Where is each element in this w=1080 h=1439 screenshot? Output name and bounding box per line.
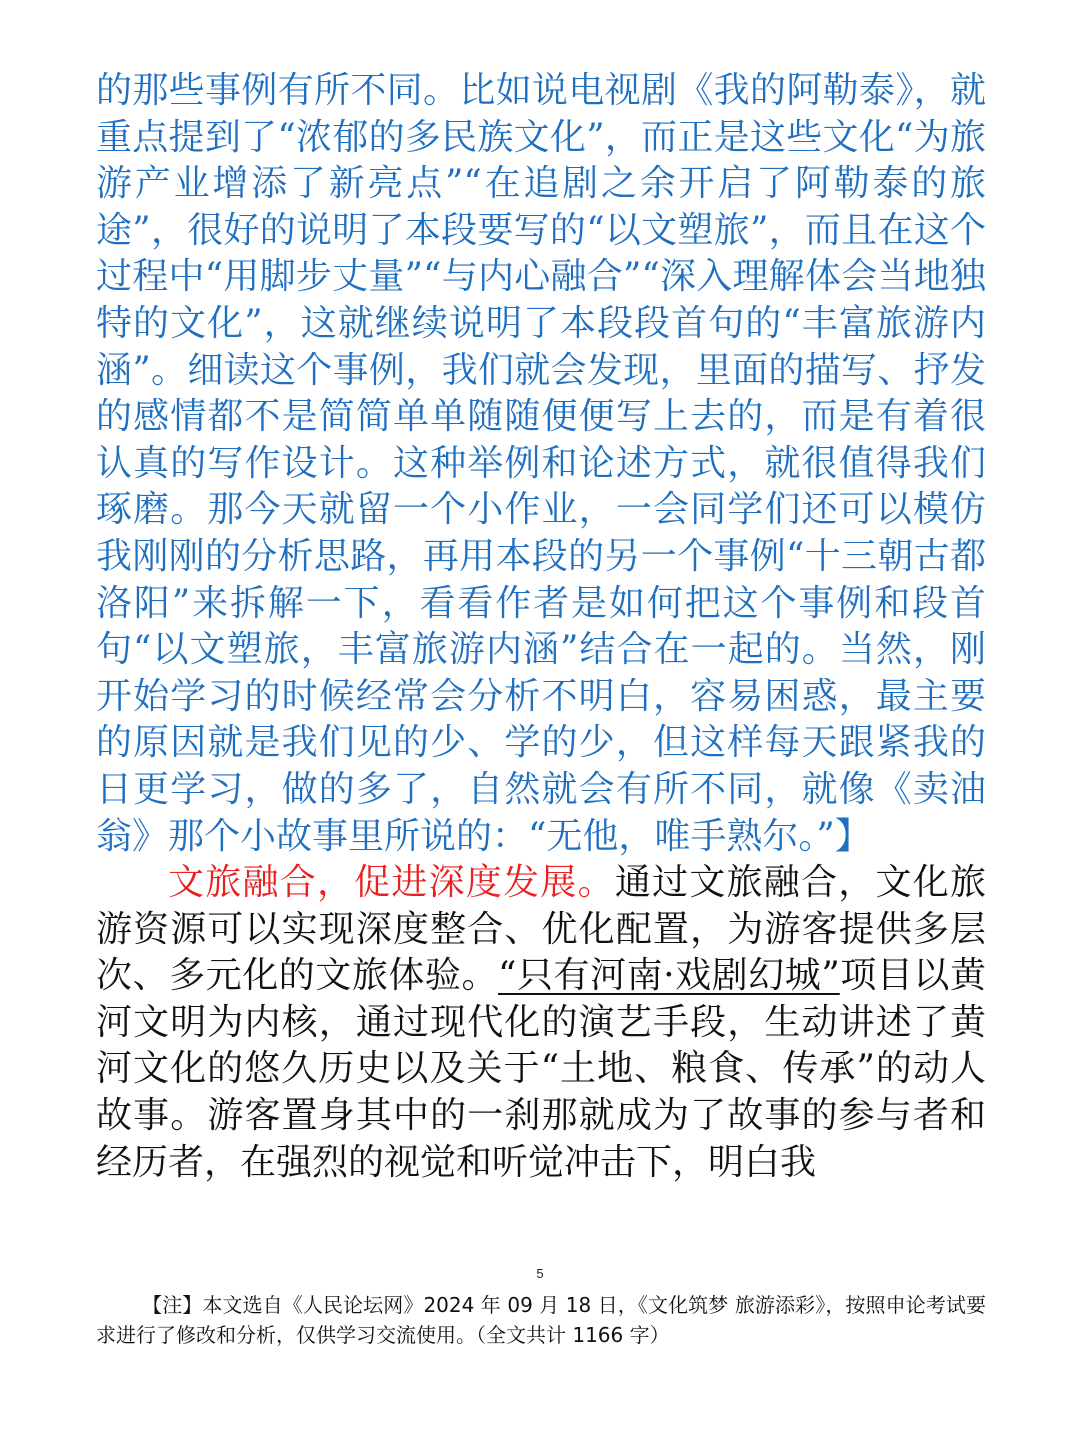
footnote bbox=[96, 1290, 986, 1350]
paragraph-heading: 文旅融合，促进深度发展。 bbox=[168, 862, 615, 904]
paragraph-text-after: 项目以黄河文明为内核，通过现代化的演艺手段，生动讲述了黄河文化的悠久历史以及关于“土地、粮食、传承”的动人故事。游客置身其中的一刹那就成为了故事的参与者和经历者，在强烈的视觉和听觉冲击下，明白我 bbox=[96, 955, 986, 1183]
paragraph-text-before: 通过文旅融合，文化旅游资源可以实现深度整合、优化配置，为游客提供多层次、多元化的文旅体验。 bbox=[96, 862, 986, 997]
footnote-text: 【注】本文选自《人民论坛网》2024 年 09 月 18 日，《文化筑梦 旅游添彩》，按照申论考试要求进行了修改和分析，仅供学习交流使用。（全文共计 1166 字） bbox=[96, 1293, 986, 1347]
paragraph-underlined-phrase: “只有河南·戏剧幻城” bbox=[498, 955, 840, 997]
commentary-block bbox=[96, 68, 986, 860]
main-paragraph bbox=[96, 860, 986, 1186]
article-body bbox=[96, 68, 986, 1186]
commentary-closing-bracket: 】 bbox=[834, 815, 871, 857]
page-number: 5 bbox=[536, 1266, 544, 1281]
commentary-text: 的那些事例有所不同。比如说电视剧《我的阿勒泰》，就重点提到了“浓郁的多民族文化”，而正是这些文化“为旅游产业增添了新亮点”“在追剧之余开启了阿勒泰的旅途”，很好的说明了本段要写的“以文塑旅”，而且在这个过程中“用脚步丈量”“与内心融合”“深入理解体会当地独特的文化”，这就继续说明了本段段首句的“丰富旅游内涵”。细读这个事例，我们就会发现，里面的描写、抒发的感情都不是简简单单随随便便写上去的，而是有着很认真的写作设计。这种举例和论述方式，就很值得我们琢磨。那今天就留一个小作业，一会同学们还可以模仿我刚刚的分析思路，再用本段的另一个事例“十三朝古都洛阳”来拆解一下，看看作者是如何把这个事例和段首句“以文塑旅，丰富旅游内涵”结合在一起的。当然，刚开始学习的时候经常会分析不明白，容易困惑，最主要的原因就是我们见的少、学的少，但这样每天跟紧我的日更学习，做的多了，自然就会有所不同，就像《卖油翁》那个小故事里所说的：“无他，唯手熟尔。” bbox=[96, 70, 986, 857]
